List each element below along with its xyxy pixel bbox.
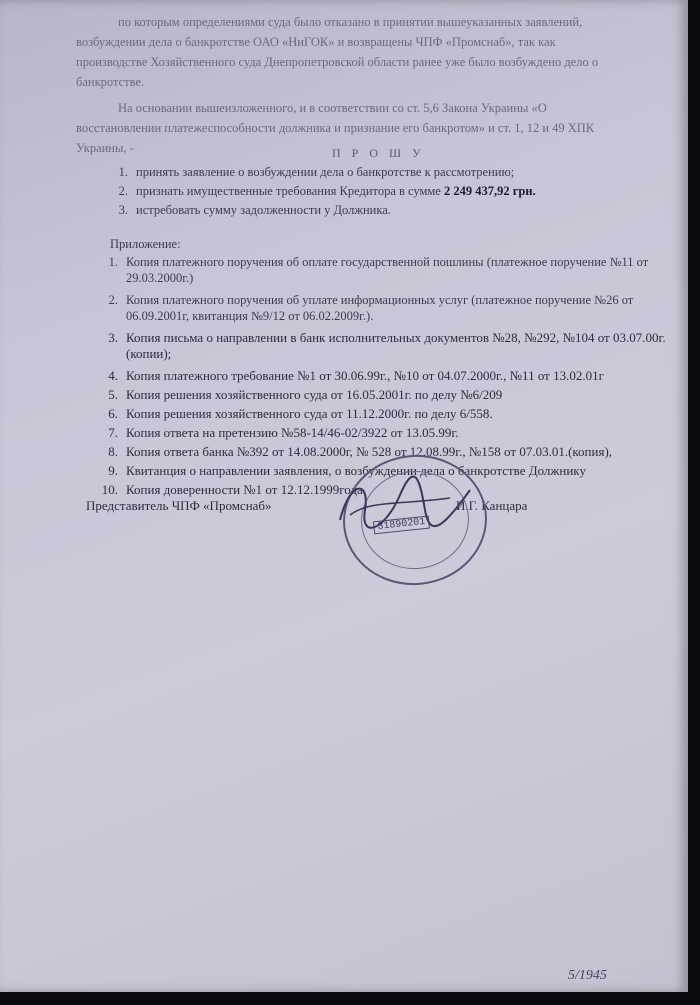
text-line: На основании вышеизложенного, и в соответствии со ст. 5,6 Закона Украины «О <box>118 101 547 115</box>
attachments-label: Приложение: <box>110 237 181 251</box>
text-line: по которым определениями суда было отказано в принятии вышеуказанных заявлений, <box>118 15 583 29</box>
text-line: Украины, - <box>76 141 134 155</box>
page-note: 5/1945 <box>568 968 607 983</box>
list-item: 3. истребовать сумму задолженности у Должника. <box>118 203 391 217</box>
list-item: 8. Копия ответа банка №392 от 14.08.2000г, № 528 от 12.08.99г., №158 от 07.03.01.(копия), <box>108 444 613 459</box>
text-line: восстановлении платежеспособности должника и признание его банкротом» и ст. 1, 12 и 49 ХПК <box>76 121 595 135</box>
list-item: 1. Копия платежного поручения об оплате государственной пошлины (платежное поручение №11 от 29.03.2000г.) <box>108 255 649 285</box>
list-item: 5. Копия решения хозяйственного суда от 16.05.2001г. по делу №6/209 <box>108 387 503 402</box>
list-item: 4. Копия платежного требование №1 от 30.06.99г., №10 от 04.07.2000г., №11 от 13.02.01г <box>108 368 604 383</box>
signature-graphic <box>330 470 480 540</box>
list-item: 2. признать имущественные требования Кредитора в сумме 2 249 437,92 грн. <box>118 184 536 198</box>
list-item: 9. Квитанция о направлении заявления, о возбуждении дела о банкротстве Должнику <box>108 463 586 478</box>
document-title: П Р О Ш У <box>332 146 425 160</box>
text-line: производстве Хозяйственного суда Днепропетровской области ранее уже было возбуждено дело о <box>76 55 599 69</box>
request-list <box>110 164 680 221</box>
list-item: 3. Копия письма о направлении в банк исполнительных документов №28, №292, №104 от 03.07.00г. (копии); <box>108 330 666 361</box>
representative-label: Представитель ЧПФ «Промснаб» <box>86 498 272 513</box>
list-item: 7. Копия ответа на претензию №58-14/46-02/3922 от 13.05.99г. <box>108 425 459 440</box>
claim-amount: 2 249 437,92 грн. <box>443 184 536 198</box>
text-line: банкротстве. <box>76 75 145 89</box>
text-line: возбуждении дела о банкротстве ОАО «НиГОК» и возвращены ЧПФ «Промснаб», так как <box>76 35 556 49</box>
list-item: 10. Копия доверенности №1 от 12.12.1999года. <box>101 482 366 497</box>
signer-name: И.Г. Канцара <box>456 498 528 513</box>
stamp-code: 31890201 <box>373 516 430 535</box>
list-item: 6. Копия решения хозяйственного суда от 11.12.2000г. по делу 6/558. <box>108 406 493 421</box>
list-item: 2. Копия платежного поручения об уплате информационных услуг (платежное поручение №26 от 06.09.2001г, квитанция №9/12 от 06.02.2009г.). <box>108 293 634 323</box>
list-item: 1. принять заявление о возбуждении дела о банкротстве к рассмотрению; <box>118 165 515 179</box>
